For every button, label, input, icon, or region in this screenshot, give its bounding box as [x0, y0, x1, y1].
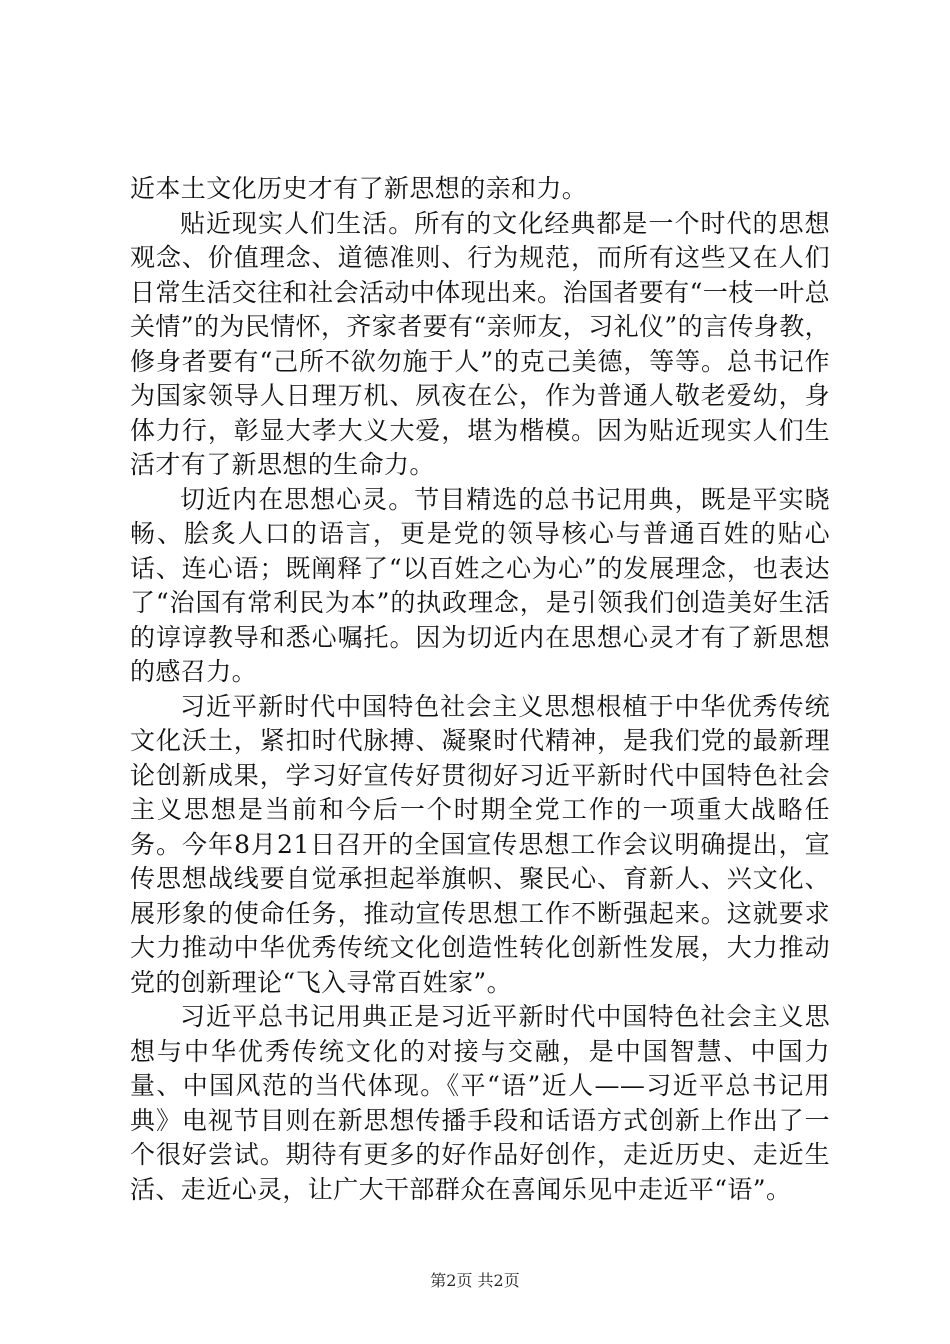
document-body	[130, 172, 830, 1207]
paragraph-inner-spirit: 切近内在思想心灵。节目精选的总书记用典，既是平实晓畅、脍炙人口的语言，更是党的领导核心与普通百姓的贴心话、连心语；既阐释了“以百姓之心为心”的发展理念，也表达了“治国有常利民为本”的执政理念，是引领我们创造美好生活的谆谆教导和悉心嘱托。因为切近内在思想心灵才有了新思想的感召力。	[130, 484, 830, 686]
paragraph-continuation: 近本土文化历史才有了新思想的亲和力。	[130, 174, 588, 203]
paragraph-conclusion: 习近平总书记用典正是习近平新时代中国特色社会主义思想与中华优秀传统文化的对接与交融，是中国智慧、中国力量、中国风范的当代体现。《平“语”近人——习近平总书记用典》电视节目则在新思想传播手段和话语方式创新上作出了一个很好尝试。期待有更多的好作品好创作，走近历史、走近生活、走近心灵，让广大干部群众在喜闻乐见中走近平“语”。	[130, 1002, 830, 1204]
paragraph-new-era-thought: 习近平新时代中国特色社会主义思想根植于中华优秀传统文化沃土，紧扣时代脉搏、凝聚时代精神，是我们党的最新理论创新成果，学习好宣传好贯彻好习近平新时代中国特色社会主义思想是当前和今后一个时期全党工作的一项重大战略任务。今年8月21日召开的全国宣传思想工作会议明确提出，宣传思想战线要自觉承担起举旗帜、聚民心、育新人、兴文化、展形象的使命任务，推动宣传思想工作不断强起来。这就要求大力推动中华优秀传统文化创造性转化创新性发展，大力推动党的创新理论“飞入寻常百姓家”。	[130, 691, 830, 997]
page-number-footer: 第2页 共2页	[430, 1271, 520, 1290]
paragraph-daily-life: 贴近现实人们生活。所有的文化经典都是一个时代的思想观念、价值理念、道德准则、行为规范，而所有这些又在人们日常生活交往和社会活动中体现出来。治国者要有“一枝一叶总关情”的为民情怀，齐家者要有“亲师友，习礼仪”的言传身教，修身者要有“己所不欲勿施于人”的克己美德，等等。总书记作为国家领导人日理万机、夙夜在公，作为普通人敬老爱幼，身体力行，彰显大孝大义大爱，堪为楷模。因为贴近现实人们生活才有了新思想的生命力。	[130, 208, 830, 479]
